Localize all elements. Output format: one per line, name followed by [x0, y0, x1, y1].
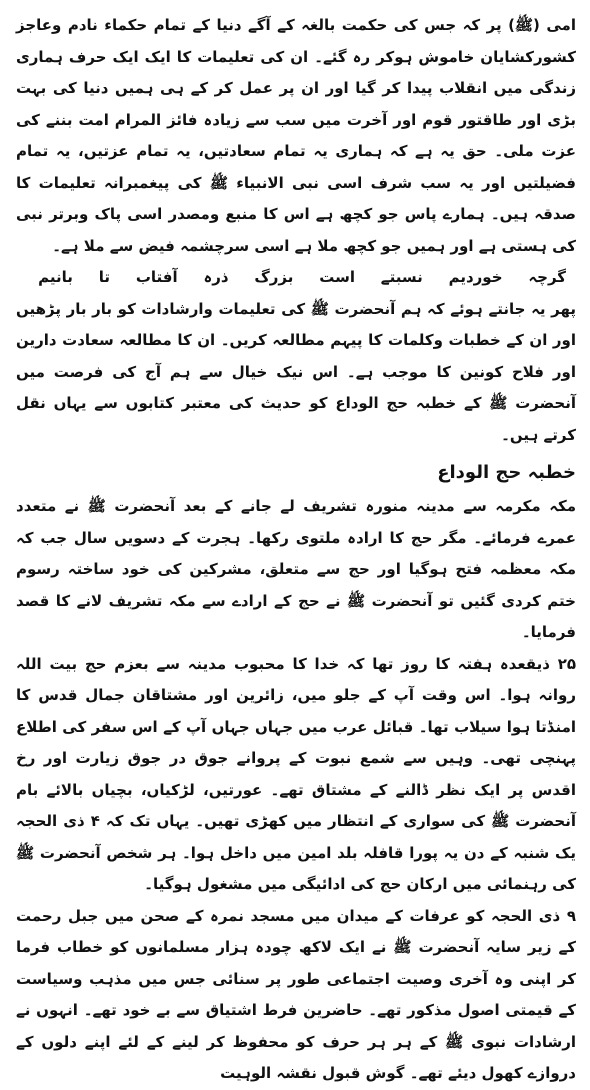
persian-verse [16, 262, 576, 294]
verse-word: بزرگ [254, 268, 294, 286]
paragraph-arafat: ۹ ذی الحجہ کو عرفات کے میدان میں مسجد نمرہ کے صحن میں جبل رحمت کے زیر سایہ آنحضرت ﷺ نے ایک لاکھ چودہ ہزار مسلمانوں کو خطاب فرما کر اپنی وہ آخری وصیت اجتماعی طور پر سنائی جس میں مذہب وسیاست کے قیمتی اصول مذکور تھے۔ حاضرین فرط اشتیاق سے بے خود تھے۔ انہوں نے ارشادات نبوی ﷺ کے ہر ہر حرف کو محفوظ کر لینے کے لئے اپنے دلوں کے دروازے کھول دیئے تھے۔ گوش قبول نقشہ الوہیت [16, 906, 576, 1082]
verse-word: است [319, 268, 355, 286]
paragraph-study: پھر یہ جانتے ہوئے کہ ہم آنحضرت ﷺ کی تعلیمات وارشادات کو بار بار پڑھیں اور ان کے خطبات وکلمات کا پیہم مطالعہ کریں۔ ان کا مطالعہ سعادت دارین اور فلاح کونین کا موجب ہے۔ اس نیک خیال سے ہم آج کی فرصت میں آنحضرت ﷺ کے خطبہ حج الوداع کو حدیث کی معتبر کتابوں سے یہاں نقل کرتے ہیں۔ [16, 299, 576, 444]
verse-word: بانیم [38, 268, 73, 286]
verse-word: نسبتے [380, 268, 423, 286]
verse-word: آفتاب [135, 268, 178, 286]
paragraph-journey: ۲۵ ذیقعدہ ہفتہ کا روز تھا کہ خدا کا محبوب مدینہ سے بعزم حج بیت اللہ روانہ ہوا۔ اس وقت آپ کے جلو میں، زائرین اور مشتاقان جمال قدس کا امنڈتا ہوا سیلاب تھا۔ قبائل عرب میں جہاں جہاں آپ کے اس سفر کی اطلاع پہنچی تھی۔ وہیں سے شمع نبوت کے پروانے جوق در جوق زیارت اور رخ اقدس پر ایک نظر ڈالنے کے مشتاق تھے۔ عورتیں، لڑکیاں، بچیاں بالائے بام آنحضرت ﷺ کی سواری کے انتظار میں کھڑی تھیں۔ یہاں تک کہ ۴ ذی الحجہ یک شنبہ کے دن یہ پورا قافلہ بلد امین میں داخل ہوا۔ ہر شخص آنحضرت ﷺ کی رہنمائی میں ارکان حج کی ادائیگی میں مشغول ہوگیا۔ [16, 654, 577, 893]
paragraph-intro: امی (ﷺ) پر کہ جس کی حکمت بالغہ کے آگے دنیا کے تمام حکماء نادم وعاجز کشورکشایان خاموش ہوکر رہ گئے۔ ان کی تعلیمات کا ایک ایک حرف ہماری زندگی میں انقلاب پیدا کر گیا اور ان پر عمل کر کے ہی ہمیں دنیا کی بہت بڑی اور طاقتور قوم اور آخرت میں سب سے زیادہ فائز المرام امت بننے کی عزت ملی۔ حق یہ ہے کہ ہماری یہ تمام سعادتیں، یہ تمام عزتیں، یہ تمام فضیلتیں اور یہ سب شرف اسی نبی الانبیاء ﷺ کی پیغمبرانہ تعلیمات کا صدقہ ہیں۔ ہمارے پاس جو کچھ ہے اس کا منبع ومصدر اسی پاک وبرتر نبی کی ہستی ہے اور ہمیں جو کچھ ملا ہے اسی سرچشمہ فیض سے ملا ہے۔ [16, 16, 576, 255]
paragraph-hajj-intent: مکہ مکرمہ سے مدینہ منورہ تشریف لے جانے کے بعد آنحضرت ﷺ نے متعدد عمرے فرمائے۔ مگر حج کا ارادہ ملتوی رکھا۔ ہجرت کے دسویں سال جب کہ مکہ معظمہ فتح ہوگیا اور حج سے متعلق، مشرکین کی خود ساختہ رسوم ختم کردی گئیں تو آنحضرت ﷺ نے حج کے ارادے سے مکہ تشریف لانے کا قصد فرمایا۔ [16, 497, 576, 641]
verse-word: ذرہ [203, 268, 229, 286]
section-heading: خطبہ حج الوداع [437, 462, 576, 483]
verse-word: گرچہ [528, 268, 566, 286]
verse-word: خوردیم [448, 268, 503, 286]
verse-word: تا [98, 268, 110, 286]
